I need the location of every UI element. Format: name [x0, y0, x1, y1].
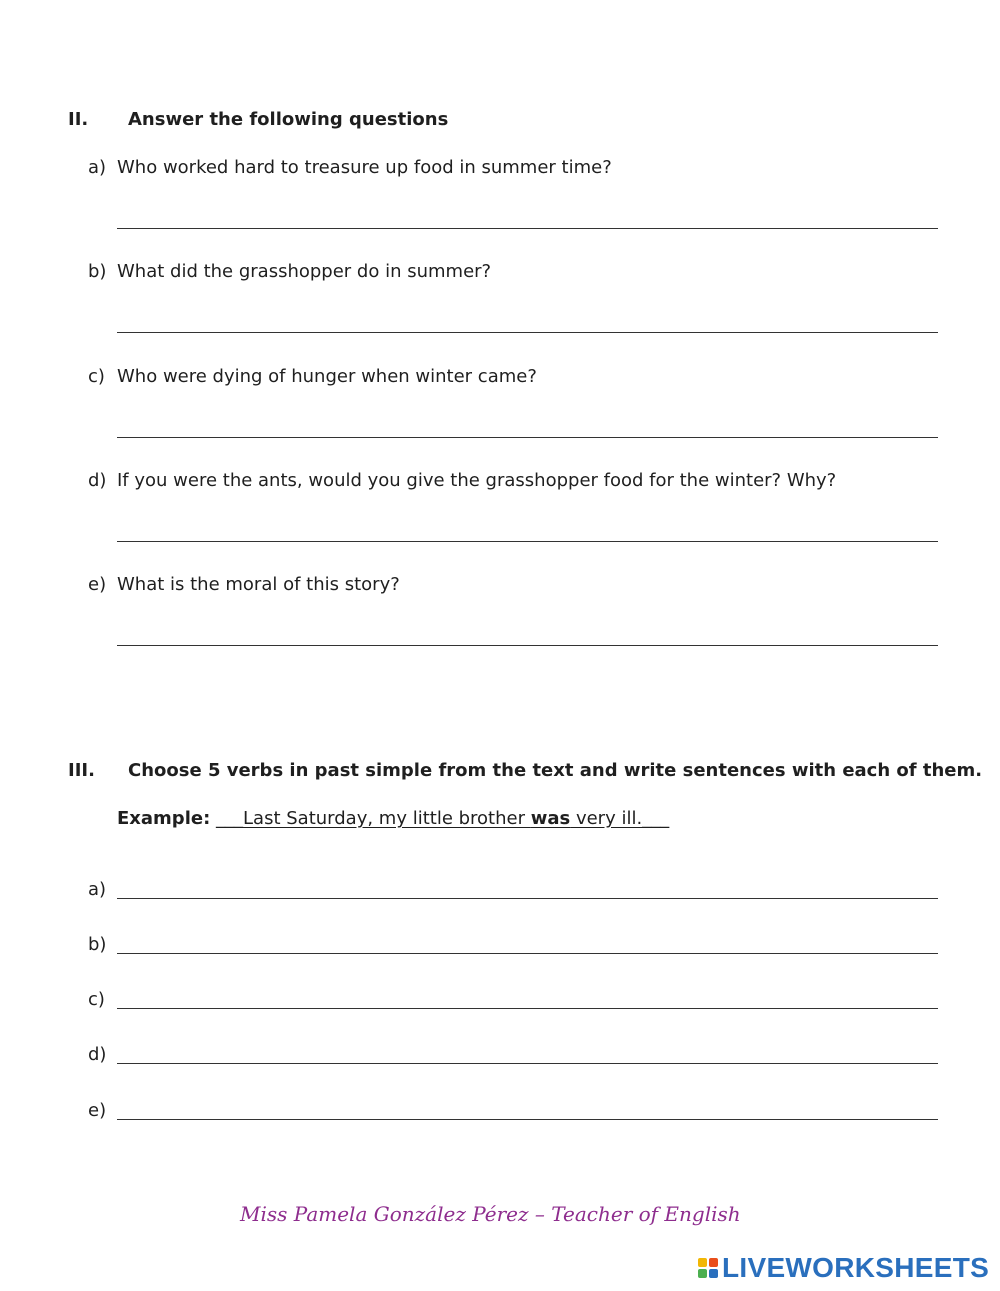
answer-line-e[interactable] [117, 645, 938, 646]
section-2-number: II. [68, 109, 89, 130]
logo-square [698, 1258, 707, 1267]
sentence-line-b[interactable] [117, 953, 938, 954]
question-d-text: If you were the ants, would you give the grasshopper food for the winter? Why? [117, 470, 837, 491]
liveworksheets-logo [698, 1252, 989, 1284]
logo-square [709, 1258, 718, 1267]
sentence-line-c[interactable] [117, 1008, 938, 1009]
question-d-letter: d) [88, 470, 107, 491]
answer-line-d[interactable] [117, 541, 938, 542]
answer-line-b[interactable] [117, 332, 938, 333]
section-3-number: III. [68, 760, 95, 781]
question-e-text: What is the moral of this story? [117, 574, 400, 595]
example-sentence-text: ___Last Saturday, my little brother was very ill.___ [216, 808, 670, 829]
section-2-title: Answer the following questions [128, 109, 449, 130]
sentence-c-letter: c) [88, 989, 105, 1010]
question-c-letter: c) [88, 366, 105, 387]
answer-line-a[interactable] [117, 228, 938, 229]
question-e-letter: e) [88, 574, 107, 595]
logo-square [698, 1269, 707, 1278]
liveworksheets-brand: LIVEWORKSHEETS [722, 1252, 990, 1283]
teacher-signature: Miss Pamela González Pérez – Teacher of English [240, 1202, 741, 1226]
logo-square [709, 1269, 718, 1278]
question-b-text: What did the grasshopper do in summer? [117, 261, 492, 282]
sentence-b-letter: b) [88, 934, 107, 955]
sentence-line-e[interactable] [117, 1119, 938, 1120]
section-3-title: Choose 5 verbs in past simple from the text and write sentences with each of them. [128, 760, 983, 781]
sentence-line-d[interactable] [117, 1063, 938, 1064]
answer-line-c[interactable] [117, 437, 938, 438]
sentence-line-a[interactable] [117, 898, 938, 899]
sentence-a-letter: a) [88, 879, 107, 900]
question-a-letter: a) [88, 157, 107, 178]
sentence-d-letter: d) [88, 1044, 107, 1065]
question-a-text: Who worked hard to treasure up food in summer time? [117, 157, 612, 178]
example-verb: was [530, 808, 571, 829]
sentence-e-letter: e) [88, 1100, 107, 1121]
question-b-letter: b) [88, 261, 107, 282]
liveworksheets-icon [698, 1258, 718, 1278]
question-c-text: Who were dying of hunger when winter came? [117, 366, 537, 387]
example-label: Example: [117, 808, 211, 829]
example-sentence [117, 808, 669, 829]
